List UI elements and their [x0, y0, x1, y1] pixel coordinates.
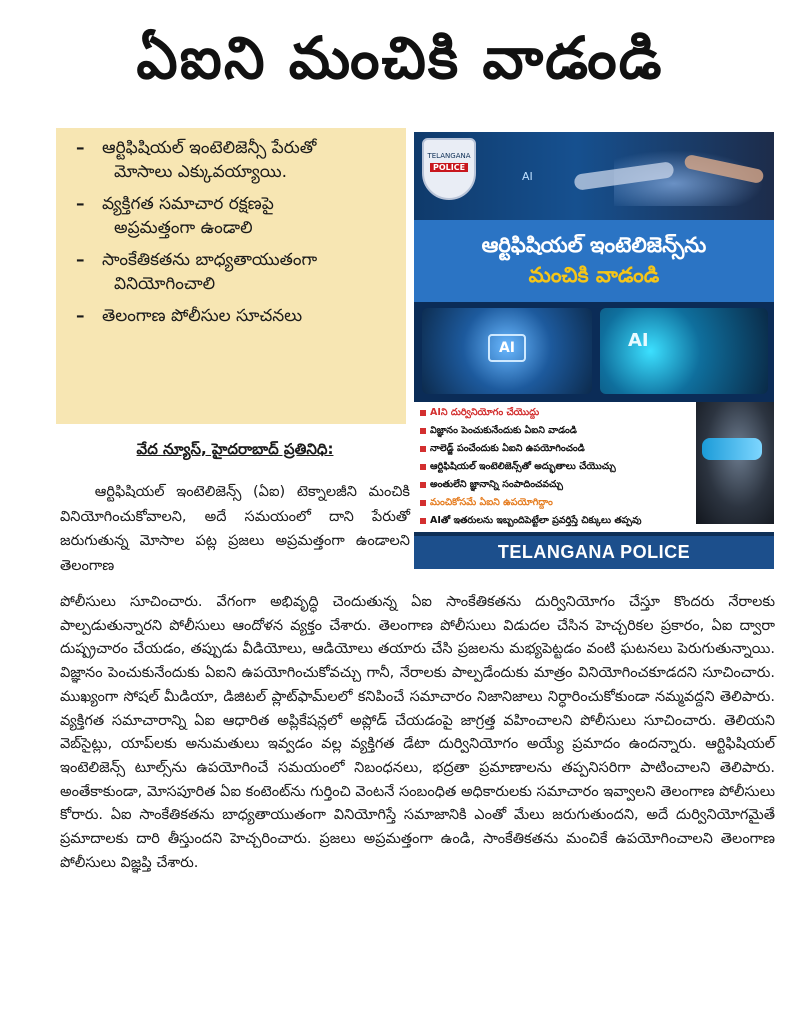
dash-bullet: –: [76, 250, 85, 270]
police-advisory-image: [414, 132, 774, 569]
banner-title-line: ఆర్టిఫిషియల్ ఇంటెలిజెన్స్‌ను: [481, 233, 707, 257]
article-body-wide: [60, 591, 775, 875]
square-bullet-icon: [420, 482, 426, 488]
highlight-line: తెలంగాణ పోలీసుల సూచనలు: [102, 306, 303, 326]
square-bullet-icon: [420, 518, 426, 524]
advisory-item: [420, 494, 690, 512]
square-bullet-icon: [420, 410, 426, 416]
advisory-list: [420, 404, 690, 530]
police-badge-icon: [422, 138, 476, 200]
advisory-item: [420, 512, 690, 530]
ai-tag: AI: [522, 170, 533, 183]
ai-chip-label: AI: [488, 334, 526, 362]
advisory-text: అంతులేని జ్ఞానాన్ని సంపాదించవచ్చు: [430, 479, 563, 490]
badge-text: POLICE: [430, 163, 468, 172]
dash-bullet: –: [76, 138, 85, 158]
square-bullet-icon: [420, 500, 426, 506]
highlight-line: మోసాలు ఎక్కువయ్యాయి.: [114, 162, 288, 182]
highlight-line: అప్రమత్తంగా ఉండాలి: [114, 218, 253, 238]
article-body-narrow: [60, 480, 410, 578]
advisory-item: [420, 476, 690, 494]
ai-brain-picture: [422, 308, 592, 394]
ai-hand-picture: [600, 308, 768, 394]
highlight-line: ఆర్టిఫిషియల్ ఇంటెలిజెన్సీ పేరుతో: [102, 138, 317, 158]
headline: ఏఐని మంచికి వాడండి: [136, 24, 664, 92]
banner-title-line: మంచికి వాడండి: [528, 263, 660, 287]
advisory-text: నాలెడ్జ్ పంచేందుకు ఏఐని ఉపయోగించండి: [430, 443, 585, 454]
highlight-line: సాంకేతికతను బాధ్యతాయుతంగా: [102, 250, 318, 270]
article-paragraph: ఆర్టిఫిషియల్ ఇంటెలిజెన్స్ (ఏఐ) టెక్నాలజీని మంచికి వినియోగించుకోవాలని, అదే సమయంలో దాని పేరుతో జరుగుతున్న మోసాల పట్ల ప్రజలు అప్రమత్తంగా ఉండాలని తెలంగాణ: [60, 484, 410, 574]
ai-hologram-label: AI: [628, 330, 649, 351]
highlight-item: [76, 192, 396, 240]
highlight-line: వినియోగించాలి: [114, 274, 216, 294]
dash-bullet: –: [76, 306, 85, 326]
square-bullet-icon: [420, 428, 426, 434]
advisory-text: AIని దుర్వినియోగం చేయొద్దు: [430, 407, 540, 418]
advisory-text: AIతో ఇతరులను ఇబ్బందిపెట్టేలా ప్రవర్తిస్తే చిక్కులు తప్పవు: [430, 515, 642, 526]
dash-bullet: –: [76, 194, 85, 214]
advisory-item: [420, 440, 690, 458]
advisory-item: [420, 404, 690, 422]
advisory-text: ఆర్టిఫిషియల్ ఇంటెలిజెన్స్‌తో అద్భుతాలు చేయొచ్చు: [430, 461, 616, 472]
advisory-item: [420, 458, 690, 476]
byline: వేద న్యూస్, హైదరాబాద్ ప్రతినిధి:: [136, 440, 334, 458]
highlight-item: [76, 304, 396, 328]
highlight-item: [76, 248, 396, 296]
advisory-text: విజ్ఞానం పెంచుకునేందుకు ఏఐని వాడండి: [430, 425, 577, 436]
highlight-item: [76, 136, 396, 184]
article-paragraph: పోలీసులు సూచించారు. వేగంగా అభివృద్ధి చెందుతున్న ఏఐ సాంకేతికతను దుర్వినియోగం చేస్తూ కొందరు నేరాలకు పాల్పడుతున్నారని పోలీసులు ఆందోళన వ్యక్తం చేశారు. తెలంగాణ పోలీసులు విడుదల చేసిన హెచ్చరికల ప్రకారం, ఏఐ ద్వారా దుష్ప్రచారం చేయడం, తప్పుడు వీడియోలు, ఆడియోలు తయారు చేసి ప్రజలను మభ్యపెట్టడం వంటి ఘటనలు పెరుగుతున్నాయి. విజ్ఞానం పెంచుకునేందుకు ఏఐని ఉపయోగించుకోవచ్చు గానీ, నేరాలకు పాల్పడేందుకు మాత్రం వినియోగించకూడదని సూచించారు. ముఖ్యంగా సోషల్ మీడియా, డిజిటల్ ప్లాట్‌ఫామ్‌లలో కనిపించే సమాచారం నిజానిజాలు నిర్ధారించుకోకుండా నమ్మవద్దని తెలిపారు. వ్యక్తిగత సమాచారాన్ని ఏఐ ఆధారిత అప్లికేషన్లలో అప్లోడ్ చేయడంపై జాగ్రత్త వహించాలని పోలీసులు సూచించారు. తెలియని వెబ్‌సైట్లు, యాప్‌లకు అనుమతులు ఇవ్వడం వల్ల వ్యక్తిగత డేటా దుర్వినియోగం అయ్యే ప్రమాదం ఉందన్నారు. ఆర్టిఫిషియల్ ఇంటెలిజెన్స్ టూల్స్‌ను ఉపయోగించే సమయంలో నిబంధనలు, భద్రతా ప్రమాణాలను తప్పనిసరిగా పాటించాలని తెలిపారు. అంతేకాకుండా, మోసపూరిత ఏఐ కంటెంట్‌ను గుర్తించి వెంటనే సంబంధిత అధికారులకు సమాచారం ఇవ్వాలని తెలంగాణ పోలీసులు కోరారు. ఏఐ సాంకేతికతను బాధ్యతాయుతంగా వినియోగిస్తే సమాజానికి ఎంతో మేలు జరుగుతుందని, అదే దుర్వినియోగమైతే ప్రమాదాలకు దారి తీస్తుందని హెచ్చరించారు. ప్రజలు అప్రమత్తంగా ఉండి, సాంకేతికతను మంచికే ఉపయోగించాలని తెలంగాణ పోలీసులు విజ్ఞప్తి చేశారు.: [60, 594, 775, 871]
police-footer-bar: TELANGANA POLICE: [414, 536, 774, 569]
advisory-text: మంచికోసమే ఏఐని ఉపయోగిద్దాం: [430, 497, 553, 508]
vr-headset-picture: [696, 402, 774, 524]
banner-title: [424, 230, 764, 290]
square-bullet-icon: [420, 464, 426, 470]
vr-goggle-icon: [702, 438, 762, 460]
badge-text: TELANGANA: [427, 152, 471, 160]
highlights-box: [56, 128, 406, 424]
square-bullet-icon: [420, 446, 426, 452]
advisory-item: [420, 422, 690, 440]
highlight-line: వ్యక్తిగత సమాచార రక్షణపై: [102, 194, 274, 214]
